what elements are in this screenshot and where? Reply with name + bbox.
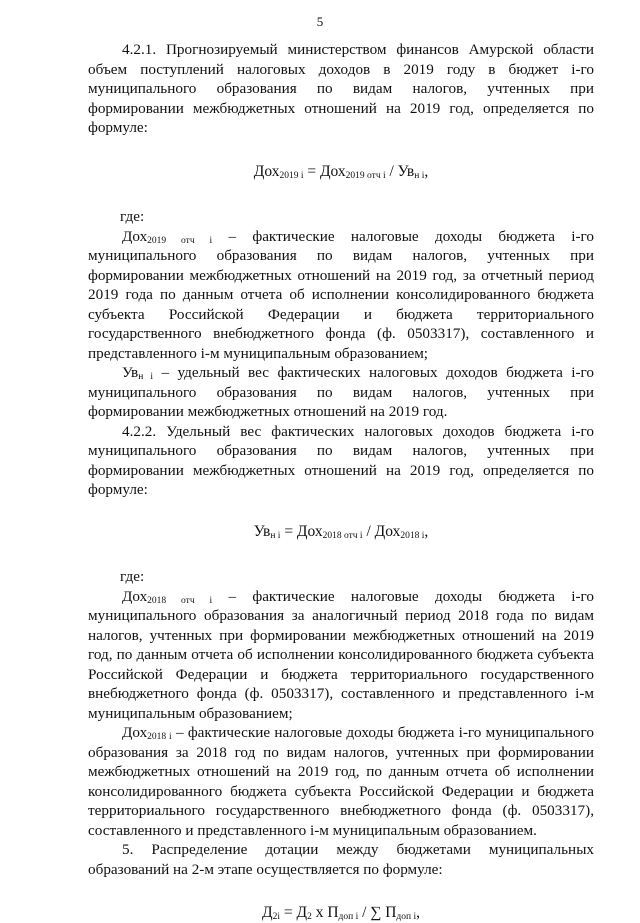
paragraph-4-2-2: 4.2.2. Удельный вес фактических налоговых доходов бюджета i-го муниципального образования по видам налогов, учтенных при формировании межбюджетных отношений на 2019 год, определяется по формуле: <box>88 422 594 498</box>
formula-subscript: 2 <box>307 912 312 922</box>
formula-subscript: доп i <box>338 912 359 922</box>
definition-income-2018-report <box>88 587 594 724</box>
definition-income-2018 <box>88 723 594 840</box>
document-body <box>88 40 594 923</box>
definition-subscript: 2018 i <box>147 732 172 742</box>
paragraph-5: 5. Распределение дотации между бюджетами муниципальных образований на 2-м этапе осуществляется по формуле: <box>88 841 594 878</box>
formula-term: = Дох <box>280 522 323 540</box>
definition-share <box>88 363 594 422</box>
definition-text: – фактические налоговые доходы бюджета i-го муниципального образования за аналогичный период 2018 года по видам налогов, учтенных при формировании межбюджетных отношений на 2019 год, по данным отчета об исполнении консолидированного бюджета субъекта Российской Федерации и бюджета территориального государственного внебюджетного фонда (ф. 0503317), составленного и представленного i-м муниципальным образованием; <box>88 587 594 722</box>
formula-share <box>88 522 594 542</box>
formula-subscript: 2018 i <box>400 530 425 541</box>
formula-term: х П <box>311 904 339 921</box>
page-number: 5 <box>316 14 324 29</box>
formula-term: Ув <box>253 522 271 540</box>
definition-term: Дох <box>122 227 148 245</box>
paragraph-4-2-1: 4.2.1. Прогнозируемый министерством финансов Амурской области объем поступлений налоговых доходов в 2019 году в бюджет i-го муниципального образования по видам налогов, учтенных при формировании межбюджетных отношений на 2019 год, определяется по формуле: <box>88 41 594 136</box>
formula-subscript: доп i <box>396 912 417 922</box>
formula-income-2019 <box>88 162 594 182</box>
definition-subscript: 2019 отч i <box>147 235 213 246</box>
formula-term: , <box>424 522 429 540</box>
formula-term: = Дох <box>303 162 346 180</box>
definition-income-2019-report <box>88 227 594 364</box>
definition-text: – удельный вес фактических налоговых доходов бюджета i-го муниципального образования по видам налогов, учтенных при формировании межбюджетных отношений на 2019 год. <box>88 364 594 420</box>
formula-subscript: 2019 отч i <box>345 170 386 181</box>
definition-term: Ув <box>122 364 139 381</box>
formula-subscript: 2019 i <box>279 170 304 181</box>
definition-text: – фактические налоговые доходы бюджета i-го муниципального образования за 2018 год по видам налогов, учтенных при формировании межбюджетных отношений на 2019 год, по данным отчета об исполнении консолидированного бюджета субъекта Российской Федерации и бюджета территориального государственного внебюджетного фонда (ф. 0503317), составленного и представленного i-м муниципальным образованием. <box>88 724 594 839</box>
formula-subscript: 2i <box>272 912 280 922</box>
definition-term: Дох <box>122 587 148 605</box>
where-label: где: <box>120 208 145 225</box>
formula-subscript: н i <box>414 170 425 181</box>
formula-term: = Д <box>280 904 308 921</box>
definition-subscript: 2018 отч i <box>147 595 213 606</box>
formula-subscript: н i <box>270 530 281 541</box>
formula-term: / Дох <box>362 522 401 540</box>
where-label: где: <box>120 568 145 585</box>
formula-term: , <box>424 162 429 180</box>
formula-term: , <box>416 904 420 921</box>
formula-term: Дох <box>253 162 280 180</box>
formula-subscript: 2018 отч i <box>322 530 363 541</box>
formula-subsidy-stage-2 <box>88 903 594 923</box>
definition-subscript: н i <box>138 372 153 382</box>
formula-term: / Ув <box>385 162 415 180</box>
formula-term: Д <box>262 904 273 921</box>
definition-text: – фактические налоговые доходы бюджета i-го муниципального образования по видам налогов, учтенных при формировании межбюджетных отношений на 2019 год, за отчетный период 2019 года по данным отчета об исполнении консолидированного бюджета субъекта Российской Федерации и бюджета территориального государственного внебюджетного фонда (ф. 0503317), составленного и представленного i-м муниципальным образованием; <box>88 227 594 362</box>
formula-term: / ∑ П <box>358 904 397 921</box>
definition-term: Дох <box>122 724 148 741</box>
